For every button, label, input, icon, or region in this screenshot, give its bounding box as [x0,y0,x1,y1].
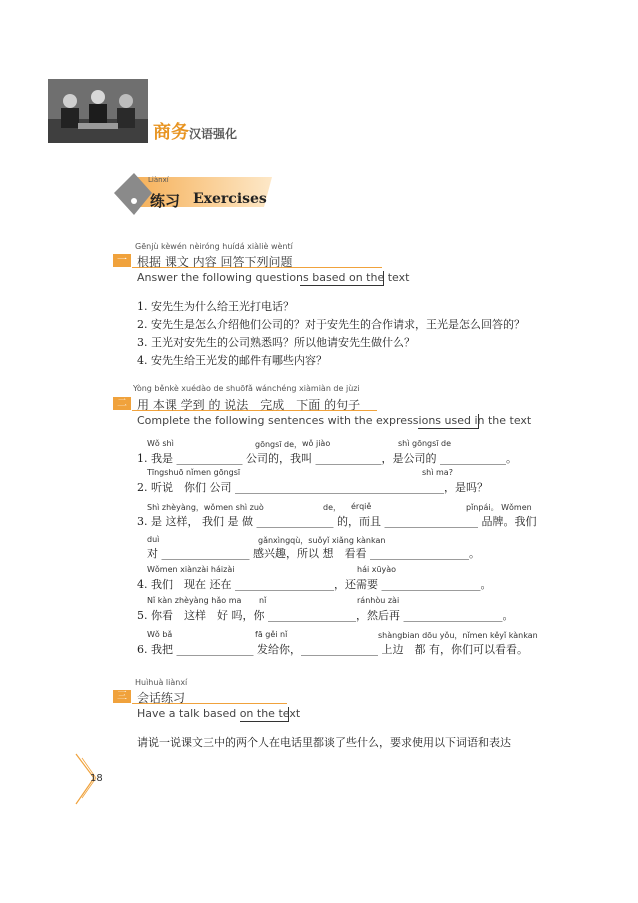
item-6-pinyin-a: Wǒ bǎ [147,630,173,639]
item-4-sentence: 4. 我们 现在 还在 __________________，还需要 __________________。 [137,578,492,591]
item-6-pinyin-c: shàngbian dōu yǒu，nǐmen kěyǐ kànkan [378,631,538,640]
brand-main: 商务 [153,122,189,143]
item-2-pinyin-b: shì ma? [422,468,453,477]
section-1-pinyin: Gēnjù kèwén nèiróng huídá xiàliè wèntí [135,242,293,251]
section-3-bracket [240,707,289,722]
item-5-sentence: 5. 你看 这样 好 吗，你 ________________，然后再 __________________。 [137,609,514,622]
item-3-pinyin-b: de， [323,503,341,512]
book-brand [153,118,237,144]
section-2-pinyin: Yòng běnkè xuédào de shuōfǎ wánchéng xiàmiàn de jùzi [133,384,360,393]
item-4-pinyin-b: hái xūyào [357,565,397,574]
item-5-pinyin-b: nǐ [259,596,267,605]
section-3-pinyin: Huìhuà liànxí [135,678,188,687]
item-1-pinyin-b: gōngsī de， [255,440,303,449]
item-3-sentence: 3. 是 这样， 我们 是 做 ______________ 的，而且 _________________ 品牌。我们 [137,515,537,528]
item-3b-sentence: 对 ________________ 感兴趣，所以 想 看看 __________________。 [147,547,480,560]
question-1: 1. 安先生为什么给王光打电话？ [137,300,294,313]
question-3: 3. 王光对安先生的公司熟悉吗？所以他请安先生做什么？ [137,336,415,349]
section-2-number: 二 [113,397,131,410]
section-2-title-en: Complete the following sentences with the expressions used in the text [137,414,532,427]
item-2-pinyin-a: Tīngshuō nǐmen gōngsī [147,468,241,477]
exercises-title-en: Exercises [193,191,267,207]
item-1-pinyin-a: Wǒ shì [147,439,174,448]
item-3-pinyin-d: pǐnpái。 Wǒmen [466,503,532,512]
item-1-pinyin-d: shì gōngsī de [398,439,452,448]
item-3-pinyin-c: érqiě [351,502,372,511]
page-number: 18 [90,773,103,784]
item-3b-pinyin-b: gǎnxìngqù，suǒyǐ xiǎng kànkan [258,536,386,545]
section-3-title-en: Have a talk based on the text [137,707,301,720]
item-1-pinyin-c: wǒ jiào [302,439,331,448]
item-2-sentence: 2. 听说 你们 公司 ______________________________________，是吗？ [137,481,488,494]
item-1-sentence: 1. 我是 ____________ 公司的，我叫 ____________，是公司的 ____________。 [137,452,517,465]
item-3-pinyin-a: Shì zhèyàng，wǒmen shì zuò [147,503,264,512]
item-3b-pinyin-a: duì [147,535,160,544]
section-1-title-zh: 根据 课文 内容 回答下列问题 [137,255,293,269]
section-1-bracket [300,271,384,286]
item-6-sentence: 6. 我把 ______________ 发给你，______________ 上边 都 有，你们可以看看。 [137,643,528,656]
header-photo [48,79,148,143]
section-3-number: 三 [113,690,131,703]
section-2-bracket [418,414,479,429]
item-5-pinyin-a: Nǐ kàn zhèyàng hǎo ma [147,596,242,605]
section-2-title-zh: 用 本课 学到 的 说法 完成 下面 的句子 [137,398,361,412]
section-1-number: 一 [113,254,131,267]
question-2: 2. 安先生是怎么介绍他们公司的？对于安先生的合作请求，王光是怎么回答的？ [137,318,525,331]
item-5-pinyin-c: ránhòu zài [357,596,400,605]
exercises-title-zh: 练习 [150,192,181,210]
section-3-body: 请说一说课文三中的两个人在电话里都谈了些什么，要求使用以下词语和表达 [137,736,511,749]
exercises-pinyin: Liànxí [148,176,169,184]
item-4-pinyin-a: Wǒmen xiànzài háizài [147,565,235,574]
section-3-title-zh: 会话练习 [137,691,186,705]
question-4: 4. 安先生给王光发的邮件有哪些内容？ [137,354,327,367]
section-1-title-en: Answer the following questions based on the text [137,271,410,284]
brand-sub: 汉语强化 [189,127,238,141]
item-6-pinyin-b: fā gěi nǐ [255,630,288,639]
